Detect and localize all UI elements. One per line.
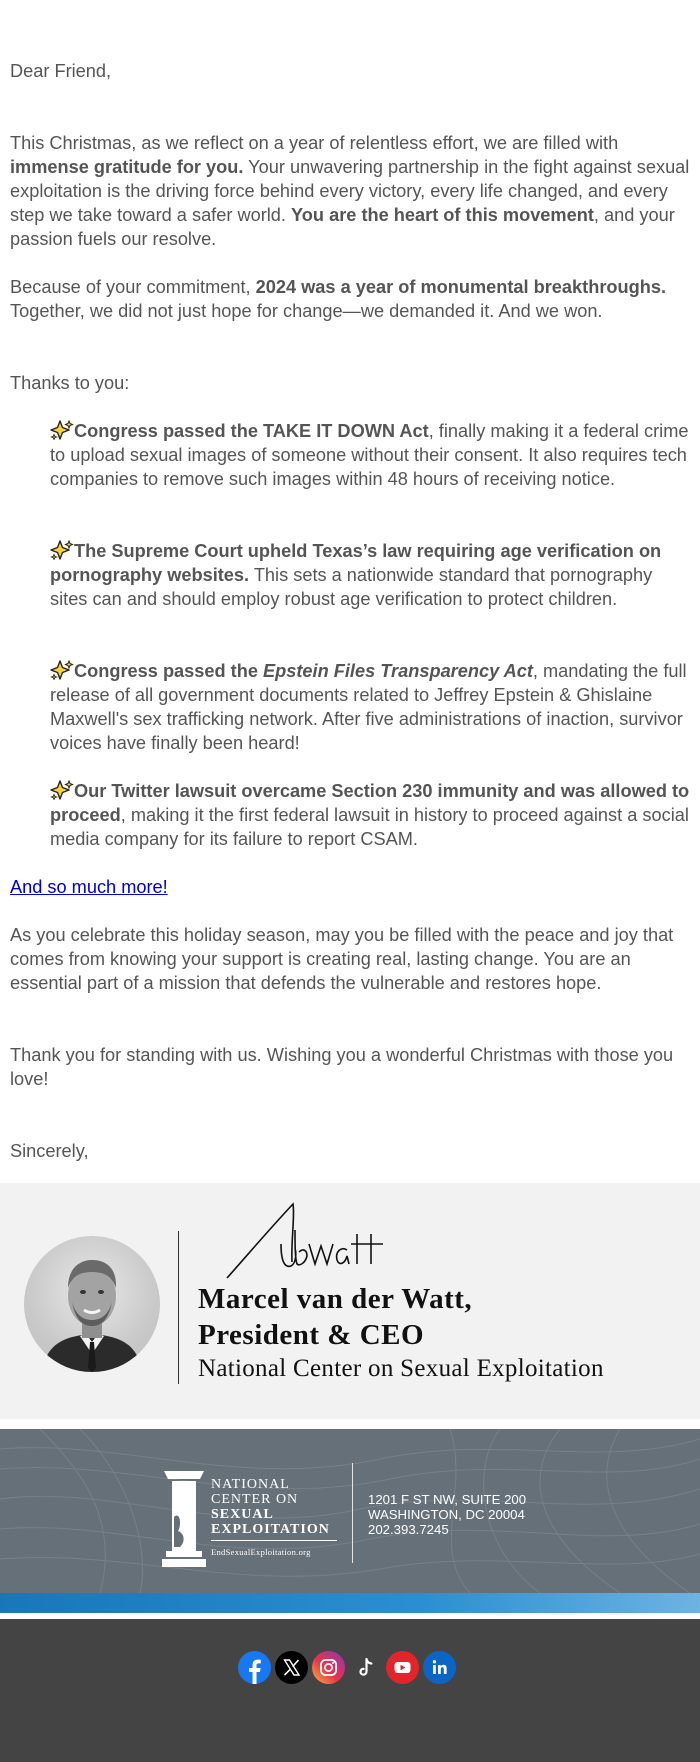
- footer-banner: [0, 1429, 700, 1593]
- achievement-item: [50, 779, 690, 851]
- logo-line: SEXUAL: [211, 1507, 274, 1522]
- portrait-image: [24, 1236, 160, 1372]
- x-icon[interactable]: [275, 1651, 308, 1684]
- address: [368, 1492, 526, 1537]
- sparkles-icon: [50, 780, 74, 800]
- paragraph-gratitude: [10, 131, 692, 251]
- tiktok-icon[interactable]: [349, 1651, 382, 1684]
- linkedin-icon[interactable]: [423, 1651, 456, 1684]
- bold-text: The Supreme Court upheld Texas’s law requiring age verification on pornography websites.: [50, 541, 662, 585]
- logo-line: EXPLOITATION: [211, 1522, 330, 1537]
- signatory-name: Marcel van der Watt,: [198, 1283, 473, 1315]
- closing: Sincerely,: [10, 1141, 89, 1161]
- sparkles-icon: [50, 420, 74, 440]
- logo-line: CENTER ON: [211, 1492, 299, 1507]
- text: This Christmas, as we reflect on a year of relentless effort, we are filled with: [10, 133, 619, 153]
- logo-line: NATIONAL: [211, 1477, 290, 1492]
- address-line: 1201 F ST NW, SUITE 200: [368, 1492, 527, 1507]
- paragraph-thanks: Thank you for standing with us. Wishing you a wonderful Christmas with those you love!: [10, 1045, 674, 1089]
- bold-text: Congress passed the TAKE IT DOWN Act: [74, 421, 429, 441]
- bold-text: Our Twitter lawsuit overcame Section 230 immunity and was allowed to proceed: [50, 781, 690, 825]
- achievement-item: [50, 419, 690, 491]
- organization-logo-text: [211, 1477, 337, 1560]
- bold-text: You are the heart of this movement: [291, 205, 594, 225]
- bold-text: immense gratitude for you.: [10, 157, 244, 177]
- address-line: WASHINGTON, DC 20004: [368, 1507, 525, 1522]
- text: Because of your commitment,: [10, 277, 256, 297]
- bold-italic-text: Epstein Files Transparency Act: [263, 661, 533, 681]
- instagram-icon[interactable]: [312, 1651, 345, 1684]
- bold-text: Congress passed the: [74, 661, 264, 681]
- text: , finally making it a federal crime to upload sexual images of someone without their consent. It also requires tech companies to remove such images within 48 hours of receiving notice.: [50, 421, 689, 489]
- leaf-pattern-background: [0, 1429, 700, 1593]
- logo-rule: [211, 1540, 337, 1541]
- logo-url: EndSexualExploitation.org: [211, 1547, 311, 1557]
- phone-number: 202.393.7245: [368, 1522, 449, 1537]
- handwritten-signature: [225, 1200, 405, 1280]
- sparkles-icon: [50, 540, 74, 560]
- thanks-heading: Thanks to you:: [10, 373, 130, 393]
- text: This sets a nationwide standard that pornography sites can and should employ robust age verification to protect children.: [50, 565, 653, 609]
- signature-divider: [178, 1231, 179, 1384]
- sparkles-icon: [50, 660, 74, 680]
- avatar: [24, 1236, 160, 1372]
- signatory-organization: National Center on Sexual Exploitation: [198, 1355, 604, 1382]
- text: Together, we did not just hope for change—we demanded it. And we won.: [10, 301, 603, 321]
- footer-accent-bar: [0, 1593, 700, 1613]
- text: Your unwavering partnership in the fight against sexual exploitation is the driving force behind every victory, every life changed, and every step we take toward a safer world.: [10, 157, 690, 225]
- facebook-icon[interactable]: [238, 1651, 271, 1684]
- paragraph-holiday: As you celebrate this holiday season, may you be filled with the peace and joy that comes from knowing your support is creating real, lasting change. You are an essential part of a mission that defends the vulnerable and restores hope.: [10, 925, 674, 993]
- achievement-item: [50, 539, 690, 611]
- footer-divider: [352, 1463, 353, 1563]
- signatory-title: President & CEO: [198, 1319, 425, 1351]
- youtube-icon[interactable]: [386, 1651, 419, 1684]
- text: , making it the first federal lawsuit in history to proceed against a social media company for its failure to report CSAM.: [50, 805, 689, 849]
- text: , mandating the full release of all government documents related to Jeffrey Epstein & Ghislaine Maxwell's sex trafficking network. After five administrations of inaction, survivor voices have finally been heard!: [50, 661, 687, 753]
- social-footer: [0, 1619, 700, 1762]
- paragraph-breakthroughs: [10, 275, 692, 323]
- more-link[interactable]: And so much more!: [10, 877, 168, 897]
- salutation: Dear Friend,: [10, 61, 112, 81]
- bold-text: 2024 was a year of monumental breakthroughs.: [255, 277, 667, 297]
- text: , and your passion fuels our resolve.: [10, 205, 675, 249]
- signature-block: [0, 1183, 700, 1419]
- achievement-item: [50, 659, 690, 755]
- column-logo-icon: [162, 1467, 206, 1567]
